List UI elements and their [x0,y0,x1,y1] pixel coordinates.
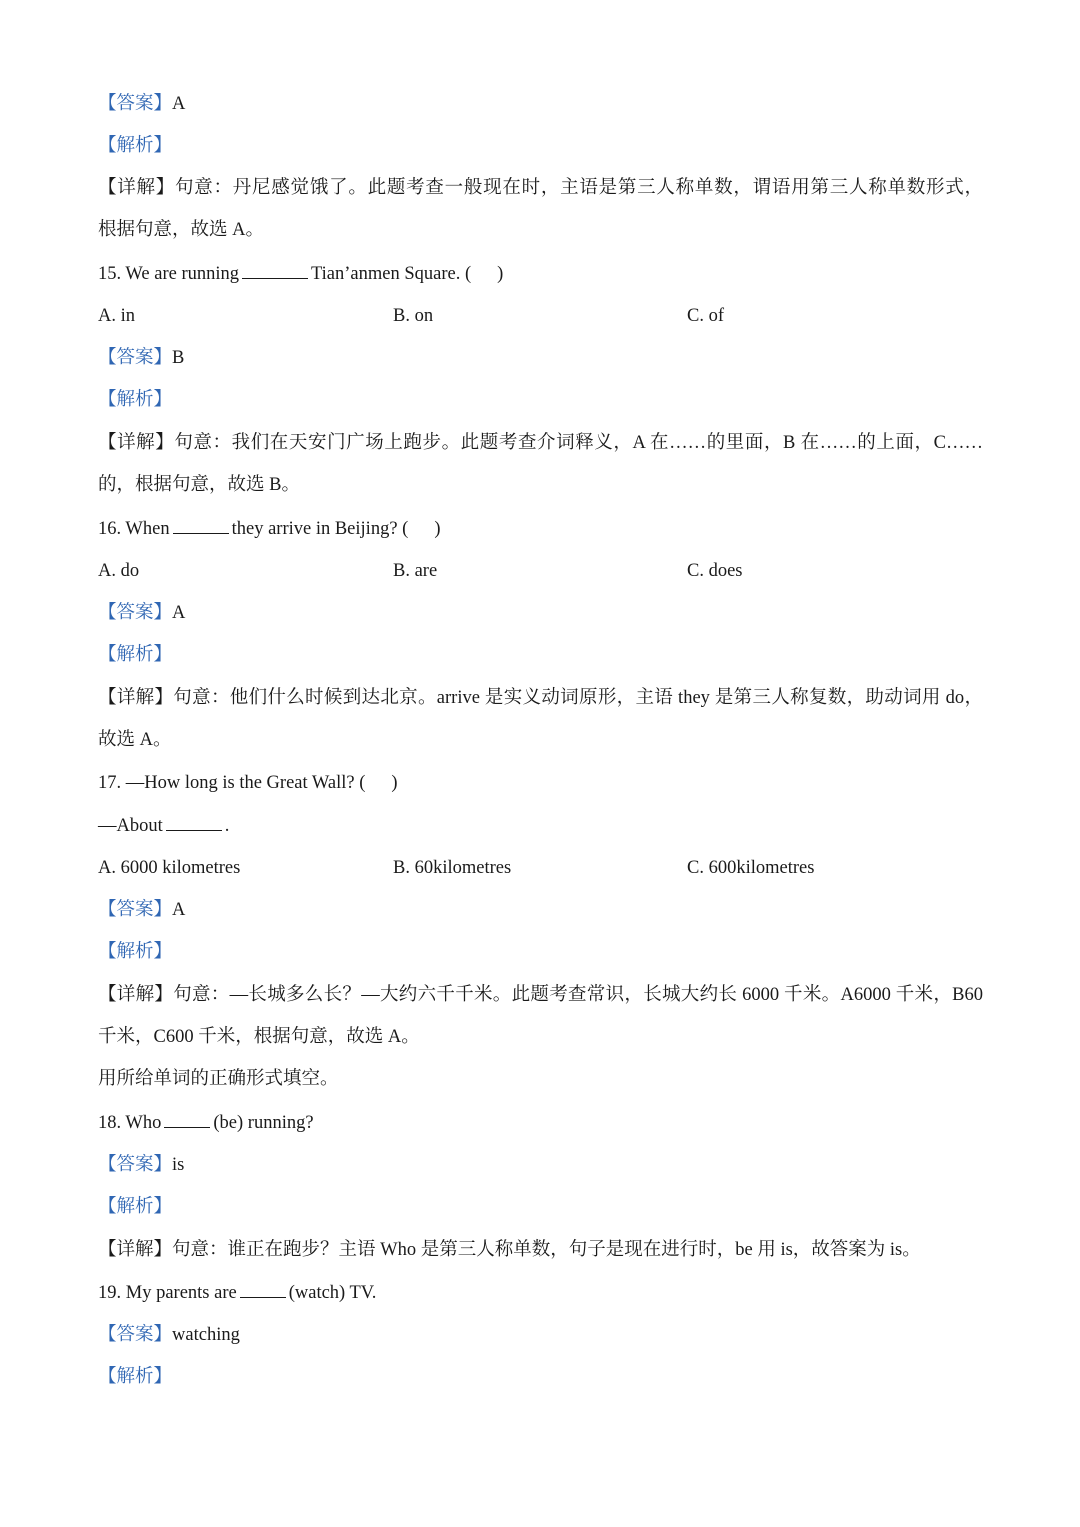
q17-analysis-line [98,937,172,967]
q18-detail-text-1: 句意：谁正在跑步？主语 Who 是第三人称单数，句子是现在进行时，be 用 is，故答案为 is。 [172,1240,921,1260]
q18-stem-post: (be) running? [213,1113,314,1133]
q17-detail-line-2 [98,1022,420,1052]
q18-blank [164,1109,210,1128]
q17-answer-line [98,895,185,925]
q15-option-a: A. in [98,306,135,326]
q16-options [98,556,983,586]
q16-detail-line-1 [98,683,983,713]
q17-detail-line-1 [98,980,983,1010]
q16-stem-pre: 16. When [98,519,170,539]
q17-answer: A [172,900,186,920]
q19-stem-pre: 19. My parents are [98,1283,237,1303]
answer-label: 【答案】 [98,603,173,623]
q16-paren-close: ) [434,519,441,539]
analysis-label: 【解析】 [98,645,173,665]
q17-stem-text: 17. —How long is the Great Wall? ( [98,773,366,793]
q18-answer: is [172,1155,185,1175]
answer-label: 【答案】 [98,94,173,114]
q14-detail-text-2: 根据句意，故选 A。 [98,220,264,240]
q15-option-b: B. on [393,306,434,326]
detail-label: 【详解】 [98,433,175,453]
q15-detail-line-2 [98,470,300,500]
q15-option-c: C. of [687,306,724,326]
q15-paren-close: ) [497,264,504,284]
analysis-label: 【解析】 [98,136,173,156]
section-instruction [98,1064,339,1094]
q14-detail-text-1: 句意：丹尼感觉饿了。此题考查一般现在时，主语是第三人称单数，谓语用第三人称单数形式， [175,178,983,198]
q18-answer-line [98,1150,184,1180]
q15-stem-pre: 15. We are running [98,264,239,284]
q16-answer: A [172,603,186,623]
q18-stem-pre: 18. Who [98,1113,162,1133]
analysis-label: 【解析】 [98,942,173,962]
q16-detail-line-2 [98,725,172,755]
q14-detail-line-1 [98,173,983,203]
q15-detail-text-2: 的，根据句意，故选 B。 [98,475,300,495]
answer-label: 【答案】 [98,348,173,368]
q16-analysis-line [98,640,172,670]
detail-label: 【详解】 [98,985,174,1005]
section-instruction-text: 用所给单词的正确形式填空。 [98,1069,339,1089]
q17-option-a: A. 6000 kilometres [98,858,241,878]
q17-option-b: B. 60kilometres [393,858,512,878]
q18-analysis-line [98,1192,172,1222]
q17-paren-close: ) [391,773,398,793]
q17-stem-2 [98,811,229,841]
q17-options [98,853,983,883]
q19-stem-post: (watch) TV. [288,1283,377,1303]
q16-stem [98,514,440,544]
q14-answer-line [98,89,185,119]
q15-detail-line-1 [98,428,983,458]
q15-analysis-line [98,385,172,415]
q19-analysis-line [98,1362,172,1392]
q16-answer-line [98,598,185,628]
q14-answer: A [172,94,186,114]
q16-option-c: C. does [687,561,743,581]
q16-detail-text-2: 故选 A。 [98,730,172,750]
q15-detail-text-1: 句意：我们在天安门广场上跑步。此题考查介词释义，A 在……的里面，B 在……的上面，C…… [174,433,983,453]
detail-label: 【详解】 [98,688,174,708]
q17-stem2-post: . [224,816,230,836]
q16-stem-post: they arrive in Beijing? ( [231,519,409,539]
answer-label: 【答案】 [98,900,173,920]
answer-label: 【答案】 [98,1325,173,1345]
q14-analysis-line [98,131,172,161]
q19-stem [98,1278,376,1308]
q15-options [98,301,983,331]
q17-blank [166,812,222,831]
analysis-label: 【解析】 [98,1367,173,1387]
q16-blank [173,515,229,534]
q19-answer: watching [172,1325,240,1345]
q17-option-c: C. 600kilometres [687,858,815,878]
q15-blank [242,260,308,279]
q14-detail-line-2 [98,215,264,245]
analysis-label: 【解析】 [98,390,173,410]
q15-stem-post: Tian’anmen Square. ( [311,264,472,284]
q19-answer-line [98,1320,240,1350]
q15-answer: B [172,348,185,368]
detail-label: 【详解】 [98,1240,173,1260]
q16-option-b: B. are [393,561,438,581]
answer-label: 【答案】 [98,1155,173,1175]
q17-detail-text-2: 千米，C600 千米，根据句意，故选 A。 [98,1027,420,1047]
q17-stem2-pre: —About [98,816,163,836]
q18-detail-line-1 [98,1235,921,1265]
analysis-label: 【解析】 [98,1197,173,1217]
q16-detail-text-1: 句意：他们什么时候到达北京。arrive 是实义动词原形，主语 they 是第三人称复数，助动词用 do， [173,688,983,708]
q17-stem [98,768,398,798]
q19-blank [240,1279,286,1298]
q18-stem [98,1108,314,1138]
q16-option-a: A. do [98,561,140,581]
q15-stem [98,259,503,289]
q17-detail-text-1: 句意：—长城多么长？—大约六千千米。此题考查常识，长城大约长 6000 千米。A6000 千米，B60 [173,985,983,1005]
detail-label: 【详解】 [98,178,176,198]
q15-answer-line [98,343,184,373]
